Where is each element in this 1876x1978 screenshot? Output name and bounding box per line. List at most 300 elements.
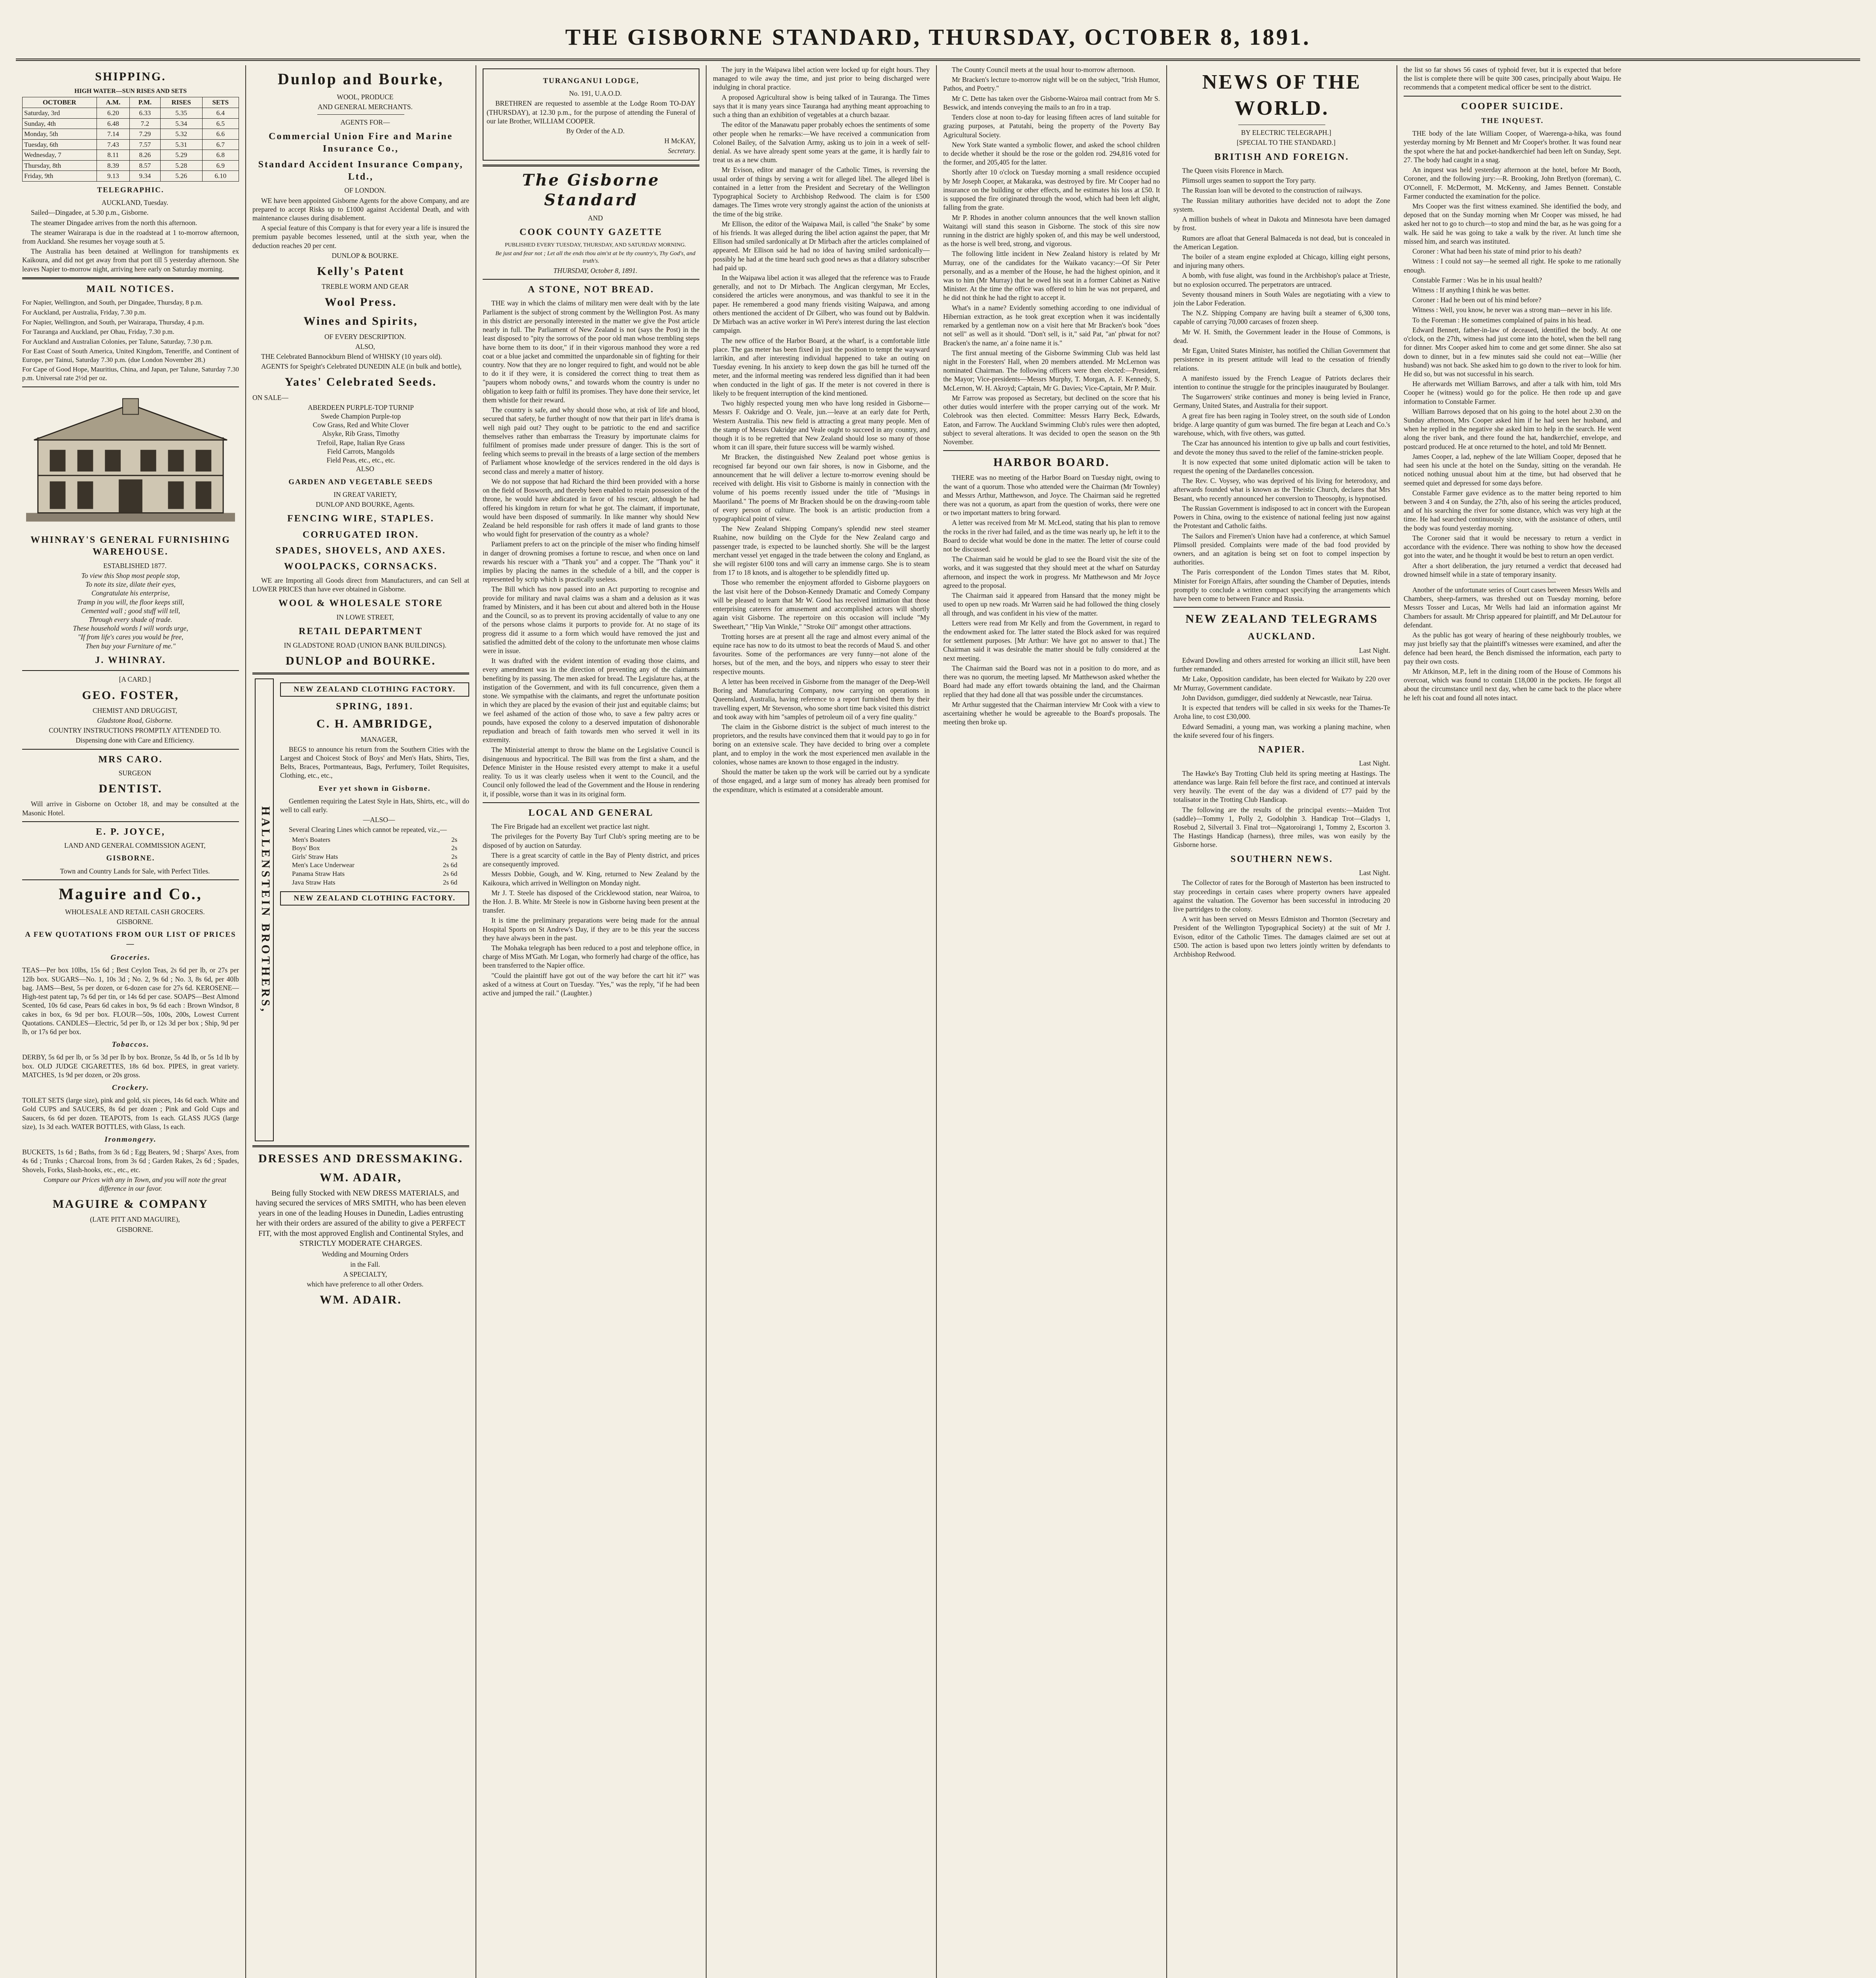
news-paragraph: Mr Atkinson, M.P., left in the dining room of the House of Commons his overcoat, which was found to contain £18,000 in the pockets. He forgot all about the circumstance until next day, when he came back to the place where he left his coat and found all notes intact. <box>1404 667 1621 702</box>
bf-paragraph: The Queen visits Florence in March. <box>1182 166 1284 174</box>
mail-notices-list <box>22 298 239 382</box>
mail-notice-item: For East Coast of South America, United Kingdom, Teneriffe, and Continent of Europe, per Tainui, Saturday 7.30 p.m. (due London November 28.) <box>22 347 239 364</box>
dunlop-heading: Dunlop and Bourke, <box>278 70 444 88</box>
importing-text: WE are Importing all Goods direct from Manufacturers, and can Sell at LOWER PRICES than have ever obtained in Gisborne. <box>252 576 469 593</box>
news-paragraph: Mr C. Dette has taken over the Gisborne-Wairoa mail contract from Mr S. Beswick, and intends conveying the mails to an fro in a trap. <box>943 94 1160 111</box>
bf-paragraph: A great fire has been raging in Tooley street, on the south side of London bridge. A large quantity of gum was burned. The fire began at Leach and Co.'s warehouse, which, with five others, was gutted. <box>1173 411 1390 438</box>
manager-label: MANAGER, <box>360 735 398 743</box>
tide-cell: 6.5 <box>202 118 239 129</box>
news-paragraph: Mr Evison, editor and manager of the Catholic Times, is reversing the usual order of things by serving a writ for alleged libel. The alleged libel is contained in a letter from the President and Secretary of the Wellington Typographical Society to Archbishop Redwood. The claim is for £500 damages. The Times wrote very strongly against the action of the unionists at the time of the big strike. <box>713 166 930 218</box>
maguire-compare: Compare our Prices with any in Town, and you will note the great difference in our favor. <box>43 1175 227 1192</box>
tide-row <box>23 118 239 129</box>
masthead <box>16 15 1860 61</box>
lodge-number: No. 191, U.A.O.D. <box>569 89 622 98</box>
tele-dateline: AUCKLAND, Tuesday. <box>101 199 169 207</box>
news-paragraph: Shortly after 10 o'clock on Tuesday morning a small residence occupied by Mr Joseph Cooper, at Makaraka, was destroyed by fire. Mr Cooper had no insurance on the building or other effects, and he estimates his loss at £50. It is supposed the fire originated through the wood, which had been left alight, falling from the grate. <box>943 168 1160 212</box>
harbor-paragraph: The Chairman said the Board was not in a position to do more, and as there was no quorum, the meeting lapsed. Mr Matthewson asked whether the Board had made any effort towards obtaining the land, and the Chairman replied that they had done all that was possible under the circumstances. <box>943 664 1160 699</box>
wedding-orders: Wedding and Mourning Orders <box>322 1250 409 1258</box>
mail-notice-item: For Tauranga and Auckland, per Ohau, Friday, 7.30 p.m. <box>22 328 174 336</box>
maguire-heading: Maguire and Co., <box>59 885 203 903</box>
spades-shovels: SPADES, SHOVELS, AND AXES. <box>275 546 446 556</box>
joyce-town: GISBORNE. <box>106 854 155 863</box>
whinray-heading: WHINRAY'S GENERAL FURNISHING WAREHOUSE. <box>30 534 231 557</box>
local-paragraph: There is a great scarcity of cattle in the Bay of Plenty district, and prices are consequently improved. <box>483 851 699 868</box>
lodge-text: BRETHREN are requested to assemble at the Lodge Room TO-DAY (THURSDAY), at 12.30 p.m., for the purpose of attending the Funeral of our late Brother, WILLIAM COOPER. <box>487 99 695 125</box>
mail-notices-heading: MAIL NOTICES. <box>86 284 175 294</box>
tide-column-header: OCTOBER <box>23 97 97 108</box>
inquest-paragraph: Coroner : What had been his state of mind prior to his death? <box>1412 247 1582 256</box>
tide-cell: 9.13 <box>97 171 130 182</box>
crockery-heading: Crockery. <box>112 1083 149 1092</box>
verse-line: Congratulate his enterprise, <box>91 589 170 597</box>
seed-item: ABERDEEN PURPLE-TOP TURNIP <box>307 403 414 411</box>
bf-paragraph: The Paris correspondent of the London Times states that M. Ribot, Minister for Foreign Affairs, after sounding the Chamber of Deputies, intends promptly to conclude a written compact specifying the arrangements which have been come to between France and Russia. <box>1173 568 1390 603</box>
clearing-item <box>280 878 469 887</box>
inquest-paragraph: Edward Bennett, father-in-law of deceased, identified the body. At one o'clock, on the 27th, witness had just come into the hotel, when the bell rang for dinner. Mrs Cooper asked him to come and get some dinner. She also sat down to dinner, but in a few minutes said she could not eat—Willie (her husband) was not back. She asked him to go down to the river to look for him. He did so, but was not successful in his search. <box>1404 326 1621 378</box>
news-paragraph: The New Zealand Shipping Company's splendid new steel steamer Ruahine, now building on the Clyde for the New Zealand cargo and passenger trade, is expected to be launched shortly. She will be the largest merchant vessel yet engaged in the trade between the colony and England, as she will register 6100 tons and will carry an immense cargo. She is to steam from 17 to 18 knots, and is altogether to be splendidly fitted up. <box>713 525 930 577</box>
tide-cell: 6.6 <box>202 129 239 140</box>
paper-and: AND <box>588 214 603 222</box>
lodge-signature: H McKAY, <box>664 137 695 145</box>
article-paragraph: Parliament prefers to act on the principle of the miser who finding himself in danger of drowning promises a fortune to rescue, and when once on land rewards his rescuer with a "Thank you" and a copper. The "Thank you" it implies by placing the names in the schedule of a bill, and the copper is represented by scrip which is practically useless. <box>483 540 699 584</box>
news-paragraph: Tenders close at noon to-day for leasing fifteen acres of land suitable for grazing purposes, at Patutahi, being the property of the Poverty Bay Agricultural Society. <box>943 113 1160 139</box>
harbor-board-heading: HARBOR BOARD. <box>993 456 1110 469</box>
clearing-lines: Several Clearing Lines which cannot be repeated, viz.,— <box>289 826 447 834</box>
local-paragraph: The Fire Brigade had an excellent wet practice last night. <box>491 822 650 831</box>
caro-text: Will arrive in Gisborne on October 18, and may be consulted at the Masonic Hotel. <box>22 800 239 817</box>
inquest-paragraph: Constable Farmer gave evidence as to the matter being reported to him between 3 and 4 on Sunday, the 27th, also of his seeing the articles produced, and of his searching the river for some distance, which was very high at the time. He had searched continuously since, with the assistance of others, until the body was found yesterday morning. <box>1404 489 1621 532</box>
seed-item: Alsyke, Rib Grass, Timothy <box>322 430 400 438</box>
auckland-paragraph: Edward Semadini, a young man, was working a planing machine, when the knife severed four of his fingers. <box>1173 722 1390 739</box>
bf-paragraph: Plimsoll urges seamen to support the Tory party. <box>1182 176 1316 185</box>
clearing-item-name: Panama Straw Hats <box>292 870 345 877</box>
tide-cell: Tuesday, 6th <box>23 139 97 150</box>
news-paragraph: The new office of the Harbor Board, at the wharf, is a comfortable little place. The gas meter has been fixed in just the position to tempt the wayward larrikin, and after interesting individual happened to take an outing on Tuesday evening. In his anxiety to keep down the gas bill he turned off the meter, and the informal meeting was rendered less dignified than it had been when conducted in the light of gas. If the meter is not covered in there is likely to be frequent interruption of the kind mentioned. <box>713 336 930 397</box>
lodge-heading: TURANGANUI LODGE, <box>543 77 639 85</box>
clearing-item <box>280 853 469 861</box>
whinray-established: ESTABLISHED 1877. <box>103 561 167 570</box>
news-paragraph: A proposed Agricultural show is being talked of in Tauranga. The Times says that it is many years since Tauranga had anything meant approaching to such a thing than an exhibition of vegetables at a church bazaar. <box>713 93 930 119</box>
bf-paragraph: Rumors are afloat that General Balmaceda is not dead, but is concealed in the American Legation. <box>1173 234 1390 251</box>
news-paragraph: The claim in the Gisborne district is the subject of much interest to the proprietors, and the results have convinced them that it would pay to go in for boring on an extensive scale. They have decided to bring over a complete plant, and to employ in the work the most experienced men available in the colonies, whose names are known to those engaged in the industry. <box>713 722 930 766</box>
inquest-paragraph: THE body of the late William Cooper, of Waerenga-a-hika, was found yesterday morning by Mr Bennett and Mr Cooper's brother. It was found near the spot where the hat and pocket-handkerchief had been left on Sunday, Sept. 27. The body had caught in a snag. <box>1404 129 1621 164</box>
ironmongery-text: BUCKETS, 1s 6d ; Baths, from 3s 6d ; Egg Beaters, 9d ; Sharps' Axes, from 4s 6d ; Trunks ; Charcoal Irons, from 3s 6d ; Garden Rakes, 2s 6d ; Spades, Shovels, Forks, Slash-hooks, etc., etc., etc. <box>22 1148 239 1174</box>
news-paragraph: Mr Bracken's lecture to-morrow night will be on the subject, "Irish Humor, Pathos, and Poetry." <box>943 76 1160 93</box>
foster-title: CHEMIST AND DRUGGIST, <box>93 706 177 714</box>
auckland-paragraph: It is expected that tenders will be called in six weeks for the Thames-Te Aroha line, to cost £30,000. <box>1173 704 1390 721</box>
ironmongery-heading: Ironmongery. <box>104 1135 157 1144</box>
local-paragraph: "Could the plaintiff have got out of the way before the cart hit it?" was asked of a witness at Court on Tuesday. "Yes," was the reply, "if he had been active and jumped the rail." (Laughter.) <box>483 971 699 997</box>
tide-cell: Wednesday, 7 <box>23 150 97 161</box>
mail-notice-item: For Auckland and Australian Colonies, per Talune, Saturday, 7.30 p.m. <box>22 337 213 345</box>
inquest-paragraph: Witness : I could not say—he seemed all right. He spoke to me rationally enough. <box>1404 257 1621 274</box>
tide-cell: 6.33 <box>130 108 160 118</box>
groceries-text: TEAS—Per box 10lbs, 15s 6d ; Best Ceylon Teas, 2s 6d per lb, or 27s per 12lb box. SUGARS—No. 1, 10s 3d ; No. 2, 9s 6d ; No. 3, 8s 6d, per 40lb bag. JAMS—Best, 5s per dozen, or 6-dozen case for 27s 6d. KEROSENE—High-test patent tap, 7s 6d per tin, or 14s 6d per case. SOAPS—Best Almond Scented, 10s 6d case, Pears 6d cakes in box, 9s 6d each : Brown Windsor, 8 cakes in box, 6s 9d per box. FLOUR—50s, 100s, 200s, Lowest Current Quotations. CANDLES—Electric, 5d per lb, or 12s 3d per box ; Ship, 9d per lb, or 17s 6d per box. <box>22 966 239 1036</box>
tide-cell: 7.14 <box>97 129 130 140</box>
also-label: —ALSO— <box>363 816 395 824</box>
commercial-union: Commercial Union Fire and Marine Insurance Co., <box>269 131 453 154</box>
lowe-street: IN LOWE STREET, <box>336 613 394 621</box>
woolpacks: WOOLPACKS, CORNSACKS. <box>284 561 438 572</box>
harbor-paragraph: The Chairman said it appeared from Hansard that the money might be used to open up new roads. Mr Warren said he had followed the thing closely all through, and was confident in his view of the matter. <box>943 591 1160 617</box>
bf-paragraph: The Czar has announced his intention to give up balls and court festivities, and devote the money thus saved to the relief of the famine-stricken people. <box>1173 439 1390 456</box>
paper-subtitle: COOK COUNTY GAZETTE <box>519 227 663 238</box>
adair-text: Being fully Stocked with NEW DRESS MATERIALS, and having secured the services of MRS SMITH, who has been eleven years in one of the leading Houses in Dunedin, Ladies entrusting her with their orders are assured of the ability to give a PERFECT FIT, with the most approved English and Continental Styles, and STRICTLY MODERATE CHARGES. <box>256 1189 466 1248</box>
tide-cell: 9.34 <box>130 171 160 182</box>
auckland-paragraph: John Davidson, gumdigger, died suddenly at Newcastle, near Tairua. <box>1182 693 1372 702</box>
tide-cell: 8.26 <box>130 150 160 161</box>
southern-date: Last Night. <box>1359 869 1390 877</box>
gentlemen-text: Gentlemen requiring the Latest Style in Hats, Shirts, etc., will do well to call early. <box>280 797 469 814</box>
news-paragraph: Trotting horses are at present all the rage and almost every animal of the equine race has now to do its utmost to beat the records of Maud S. and other favourites. Some of the performances are very funny—not alone of the horses, but of the men, and the boys, and nippers who essay to steer their respective mounts. <box>713 632 930 676</box>
maguire-footer: MAGUIRE & COMPANY <box>53 1197 208 1211</box>
treble-worm: TREBLE WORM AND GEAR <box>322 282 409 291</box>
tide-table-title: HIGH WATER—SUN RISES AND SETS <box>74 88 187 95</box>
clearing-item-price: 2s <box>451 853 457 860</box>
caro-dentist: DENTIST. <box>99 782 163 796</box>
news-paragraph: New York State wanted a symbolic flower, and asked the school children to decide whether it should be the rose or the golden rod. 294,816 voted for the former, and 205,405 for the latter. <box>943 140 1160 167</box>
tele-paragraph: Sailed—Dingadee, at 5.30 p.m., Gisborne. <box>31 208 149 217</box>
dunlop-signature: DUNLOP & BOURKE. <box>332 251 399 260</box>
in-the-fall: in the Fall. <box>350 1260 380 1268</box>
wool-store: WOOL & WHOLESALE STORE <box>278 598 443 609</box>
spring-1891: SPRING, 1891. <box>336 701 413 712</box>
adair-footer: WM. ADAIR. <box>320 1293 402 1307</box>
auckland-date: Last Night. <box>1359 646 1390 654</box>
tide-cell: 6.20 <box>97 108 130 118</box>
clearing-item <box>280 836 469 844</box>
maguire-footer-late: (LATE PITT AND MAGUIRE), <box>90 1215 180 1224</box>
paper-title: The Gisborne Standard <box>522 171 660 210</box>
auckland-heading: AUCKLAND. <box>1248 631 1316 642</box>
lodge-secretary: Secretary. <box>668 147 695 155</box>
foster-address: Gladstone Road, Gisborne. <box>97 716 173 724</box>
nz-telegrams-heading: NEW ZEALAND TELEGRAMS <box>1185 612 1378 626</box>
column-3 <box>476 65 707 1978</box>
bf-paragraph: The Russian Government is indisposed to act in concert with the European Powers in China, owing to the existence of national feeling just now against the Protestant and Catholic faiths. <box>1173 504 1390 530</box>
tide-cell: 8.11 <box>97 150 130 161</box>
kelly-patent: Kelly's Patent <box>317 265 405 278</box>
napier-heading: NAPIER. <box>1258 745 1306 755</box>
seed-item: Swede Champion Purple-top <box>320 412 401 420</box>
wool-press: Wool Press. <box>324 296 397 309</box>
wines-spirits: Wines and Spirits, <box>303 315 418 328</box>
article-paragraph: THE way in which the claims of military men were dealt with by the late Parliament is the subject of strong comment by the Wellington Post. As many in this district are personally interested in the matter we give the Post article nearly in full. The Parliament of New Zealand is not (says the Post) in the least disposed to "pity the sorrows of the poor old man whose trembling steps have borne them to its door," if in their vigorous manhood they wore a red coat or a blue jacket and committed the unpardonable sin of fighting for their country. Now that they are no longer required to fight, and would not be able to do it if they were, it is considered the correct thing to treat them as "paupers whom nobody owns," and towards whom the country is under no obligation to keep faith or fulfil its promises. They have done their service, let them whistle for their reward. <box>483 299 699 404</box>
agency-text: WE have been appointed Gisborne Agents for the above Company, and are prepared to accept Risks up to £1000 against Accidental Death, and with maintenance clauses during disablement. <box>252 196 469 222</box>
great-variety: IN GREAT VARIETY, <box>334 490 397 498</box>
tide-cell: 5.26 <box>160 171 202 182</box>
on-sale-label: ON SALE— <box>252 393 288 402</box>
harbor-paragraph: THERE was no meeting of the Harbor Board on Tuesday night, owing to the want of a quorum. Those who attended were the Chairman (Mr Townley) and Messrs Arthur, Matthewson, and Joyce. The Chairman said he regretted there was not a quorum, as apart from the question of works, there were one or two important matters to bring forward. <box>943 474 1160 517</box>
bf-paragraph: A manifesto issued by the French League of Patriots declares their intention to continue the struggle for the principles inaugurated by Boulanger. <box>1173 374 1390 391</box>
inquest-paragraph: Constable Farmer : Was he in his usual health? <box>1412 276 1542 284</box>
news-paragraph: In the Waipawa libel action it was alleged that the reference was to Fraude generally, and not to Dr Mirbach. The Anglican clergyman, Mr Eccles, considered the articles were anonymous, and was thankful to see it in the paper. He remembered a good many friends visiting Waipawa, and among others mentioned the accident of Dr Gilbert, who was found out by Baldwin. Dr Mirbach was an active worker in Wi Pere's interest during the last election campaign. <box>713 274 930 335</box>
inquest-paragraph: Witness : If anything I think he was better. <box>1412 286 1530 294</box>
tide-cell: 5.28 <box>160 160 202 171</box>
napier-paragraph: The following are the results of the principal events:—Maiden Trot (saddle)—Tommy 1, Polly 2, Godolphin 3. Handicap Trot—Gladys 1, Rosebud 2, Silvertail 3. Final trot—Ngatoroirangi 1, Tommy 2, Escorton 3. The Hastings Handicap (harness), three miles, was won easily by the Gisborne horse. <box>1173 805 1390 849</box>
bf-paragraph: The boiler of a steam engine exploded at Chicago, killing eight persons, and injuring many others. <box>1173 252 1390 270</box>
ambridge-name: C. H. AMBRIDGE, <box>316 717 433 731</box>
corrugated-iron: CORRUGATED IRON. <box>302 529 419 540</box>
paper-publication: PUBLISHED EVERY TUESDAY, THURSDAY, AND SATURDAY MORNING. <box>504 242 686 248</box>
crockery-text: TOILET SETS (large size), pink and gold, six pieces, 14s 6d each. White and Gold CUPS and SAUCERS, 8s 6d per dozen ; Pink and Gold Cups and Saucers, 6s 6d per dozen. TEAPOTS, from 1s each. GLASS JUGS (large size), 1s 3d each. WATER BOTTLES, with Glass, 1s each. <box>22 1096 239 1131</box>
napier-date: Last Night. <box>1359 759 1390 767</box>
bf-paragraph: Mr W. H. Smith, the Government leader in the House of Commons, is dead. <box>1173 328 1390 345</box>
column-5 <box>937 65 1167 1978</box>
tide-cell: 8.57 <box>130 160 160 171</box>
bf-paragraph: The Russian military authorities have decided not to adopt the Zone system. <box>1173 196 1390 213</box>
page-columns <box>16 65 1860 1978</box>
yates-seeds: Yates' Celebrated Seeds. <box>284 375 437 389</box>
tide-table <box>22 97 239 182</box>
mail-notice-item: For Auckland, per Australia, Friday, 7.30 p.m. <box>22 308 146 316</box>
inquest-paragraph: Witness : Well, you know, he never was a strong man—never in his life. <box>1412 306 1612 314</box>
news-paragraph: Mr Ellison, the editor of the Waipawa Mail, is called "the Snake" by some of his friends. It was alleged during the libel action against the paper, that Mr Ellison had smiled sardonically at Dr Mirbach after the articles complained of appeared. Mr Ellison said he had no idea of having smiled sardonically—possibly he had at the time heard such good news as that a dilatory subscriber had paid up. <box>713 220 930 272</box>
seed-item: Trefoil, Rape, Italian Rye Grass <box>316 438 405 447</box>
tide-row <box>23 139 239 150</box>
harbor-paragraph: Mr Arthur suggested that the Chairman interview Mr Cook with a view to ascertaining whether he would be agreeable to the Board's proposals. The meeting then broke up. <box>943 700 1160 726</box>
clearing-item-price: 2s 6d <box>443 878 457 886</box>
clearing-item-price: 2s <box>451 836 457 843</box>
joyce-name: E. P. JOYCE, <box>96 826 165 837</box>
nz-clothing-factory: NEW ZEALAND CLOTHING FACTORY. <box>280 682 469 697</box>
inquest-paragraph: He afterwards met William Barrows, and after a talk with him, told Mrs Cooper he (witness) would go for the police. He then rode up and gave information to Constable Farmer. <box>1404 380 1621 405</box>
article-paragraph: We do not suppose that had Richard the third been provided with a horse on the field of Bosworth, and thereby been enabled to retain possession of the throne, he would have abdicated in favor of his rescuer, although he had offered his kingdom in return for what he got. The claimant, if importunate, would have been disposed of summarily. In like manner why should New Zealand be held responsible for rash offers it made of land grants to those who would fight for preservation of the country as a whole? <box>483 477 699 538</box>
auckland-paragraph: Mr Lake, Opposition candidate, has been elected for Waikato by 220 over Mr Murray, Government candidate. <box>1173 675 1390 692</box>
tide-cell: 6.10 <box>202 171 239 182</box>
tide-cell: 7.2 <box>130 118 160 129</box>
news-paragraph: The jury in the Waipawa libel action were locked up for eight hours. They managed to wile away the time, and just prior to being discharged were indulging in choral practice. <box>713 66 930 91</box>
groceries-heading: Groceries. <box>110 953 151 962</box>
maguire-town: GISBORNE. <box>117 917 153 926</box>
news-paragraph: Mr P. Rhodes in another column announces that the well known stallion Waitangi will stand this season in Gisborne. The stock of this sire now running in the district are highly spoken of, and this may be well understood, as the horse is well bred, strong, and vigorous. <box>943 213 1160 248</box>
southern-paragraph: A writ has been served on Messrs Edmiston and Thornton (Secretary and President of the Wellington Typographical Society) at the suit of Mr J. Evison, editor of the Catholic Times. The damages claimed are set out at £500. The action is based upon two letters jointly written by defendants to Archbishop Redwood. <box>1173 915 1390 959</box>
by-electric-telegraph: BY ELECTRIC TELEGRAPH.] <box>1241 129 1331 137</box>
local-paragraph: It is time the preliminary preparations were being made for the annual Hospital Sports on St Andrew's Day, if they are to be this year the success they have always been in the past. <box>483 916 699 942</box>
whinray-verse <box>22 571 239 650</box>
news-paragraph: Should the matter be taken up the work will be carried out by a syndicate of those engaged, and a large sum of money has already been promised for the expenditure, which is estimated at a considerable amount. <box>713 768 930 794</box>
foster-name: GEO. FOSTER, <box>82 688 179 702</box>
dunlop-footer: DUNLOP and BOURKE. <box>286 654 436 667</box>
bf-paragraph: The N.Z. Shipping Company are having built a steamer of 6,300 tons, capable of carrying 70,000 carcases of frozen sheep. <box>1173 309 1390 326</box>
specialty-label: A SPECIALTY, <box>343 1270 387 1278</box>
southern-news-heading: SOUTHERN NEWS. <box>1230 854 1333 864</box>
local-paragraph: Messrs Dobbie, Gough, and W. King, returned to New Zealand by the Kaikoura, which arrived in Wellington on Monday night. <box>483 870 699 887</box>
article-paragraph: It was drafted with the evident intention of evading those claims, and every amendment was in the direction of preventing any of the claimants benefiting by its passing. The men asked for bread. The Legislature has, at the instigation of the Government, and with its full concurrence, given them a stone. We sympathise with the claimants, and regret the unfortunate position in which they are placed by the evasion of their just and equitable claims; but we feel ashamed of the action of those who, to save a few paltry acres or pounds, have exposed the colony to a deserved imputation of dishonorable repudiation and breach of faith towards men who served it well in its extremity. <box>483 657 699 744</box>
telegraphic-heading: TELEGRAPHIC. <box>97 186 164 195</box>
clearing-item-name: Java Straw Hats <box>292 878 335 886</box>
seed-item: Field Peas, etc., etc., etc. <box>326 456 395 464</box>
ambridge-text: BEGS to announce his return from the Southern Cities with the Largest and Choicest Stock of Boys' and Men's Hats, Shirts, Ties, Belts, Braces, Portmanteaus, Bags, Perfumery, Toilet Requisites, Clothing, etc., etc., <box>280 745 469 780</box>
article-paragraph: The Bill which has now passed into an Act purporting to recognise and provide for military and naval claims was a sham and a delusion as it was framed by Ministers, and it has been cut about and altered both in the House and the Council, so as to prevent its proving accidentally of value to any one of the persons whose claims it purports to provide for. At no stage of its progress did it assume to a form which would have removed the just and satisfied the admitted debt of the colony to the unfortunate men whose claims were in issue. <box>483 585 699 655</box>
news-paragraph: What's in a name? Evidently something according to one individual of Hibernian extraction, as he took great exception when it was incidentally remarked by a gentleman now on a visit here that Mr Bracken's book "does not sell" as well as it should. "Don't sell, is it," said Pat, "an' phwat for not? Bracken's the name, an' a foine name it is." <box>943 303 1160 347</box>
inquest-heading: THE INQUEST. <box>1481 117 1544 125</box>
clearing-item-name: Boys' Box <box>292 844 320 852</box>
tide-cell: 5.34 <box>160 118 202 129</box>
fencing-wire: FENCING WIRE, STAPLES. <box>287 513 434 524</box>
masthead-text: THE GISBORNE STANDARD, THURSDAY, OCTOBER 8, 1891. <box>565 24 1311 50</box>
inquest-paragraph: To the Foreman : He sometimes complained of pains in his head. <box>1412 316 1592 324</box>
news-paragraph: Two highly respected young men who have long resided in Gisborne—Messrs F. Oakridge and O. Veale, jun.—leave at an early date for Perth, Western Australia. This new field is attracting a great many people. Men of the stamp of Messrs Oakridge and Veale ought to succeed in any country, and though it is to be regretted that New Zealand should lose so many of those whom it can ill spare, their future success will be warmly wished. <box>713 399 930 451</box>
napier-paragraph: The Hawke's Bay Trotting Club held its spring meeting at Hastings. The attendance was large. Rain fell before the first race, and continued at intervals very heavily. The event of the day was a dividend of £77 paid by the totalisator in the Trotting Club Handicap. <box>1173 769 1390 804</box>
seeds-list <box>252 403 469 465</box>
tele-paragraph: The steamer Dingadee arrives from the north this afternoon. <box>31 218 197 227</box>
tide-cell: 7.43 <box>97 139 130 150</box>
inquest-paragraph: An inquest was held yesterday afternoon at the hotel, before Mr Booth, Coroner, and the following jury:—R. Brooking, John Bretlyon (foreman), C. O'Connell, F. McDermott, M. McKenny, and James Bennett. Constable Farmer conducted the examination for the police. <box>1404 166 1621 200</box>
tide-cell: 5.32 <box>160 129 202 140</box>
tobaccos-heading: Tobaccos. <box>112 1040 150 1049</box>
foster-line: COUNTRY INSTRUCTIONS PROMPTLY ATTENDED TO. <box>49 726 221 735</box>
tide-column-header: A.M. <box>97 97 130 108</box>
clearing-item-price: 2s 6d <box>443 861 457 869</box>
adair-name: WM. ADAIR, <box>320 1171 402 1184</box>
caro-name: MRS CARO. <box>98 754 163 765</box>
special-feature-text: A special feature of this Company is that for every year a life is insured the premium payable becomes lessened, until at the sixth year, when the deduction reaches 20 per cent. <box>252 224 469 250</box>
seed-item: Field Carrots, Mangolds <box>327 447 395 455</box>
bf-paragraph: The Russian loan will be devoted to the construction of railways. <box>1182 186 1362 195</box>
every-description: OF EVERY DESCRIPTION. <box>324 332 406 341</box>
preference-text: which have preference to all other Orders. <box>307 1280 424 1288</box>
column-7 <box>1397 65 1628 1978</box>
dresses-heading: DRESSES AND DRESSMAKING. <box>258 1152 463 1165</box>
column-6 <box>1167 65 1397 1978</box>
tide-row <box>23 171 239 182</box>
clearing-item-name: Girls' Straw Hats <box>292 853 338 860</box>
verse-line: Then buy your Furniture of me." <box>85 642 176 650</box>
verse-line: "If from life's cares you would be free, <box>78 633 184 641</box>
bf-paragraph: It is now expected that some united diplomatic action will be taken to request the opening of the Dardanelles concession. <box>1173 458 1390 475</box>
news-paragraph: The following little incident in New Zealand history is related by Mr Murray, one of the candidates for the Waikato vacancy:—Of Sir Peter personally, and as a member of the House, he had the highest opinion, and it was to him (Mr Murray) that he owed his seat in a former Cabinet as Native Minister. At the time the office was offered to him he was not prepared, and he did not think he had the right to accept it. <box>943 250 1160 302</box>
news-of-the-world-heading: NEWS OF THE WORLD. <box>1202 71 1362 120</box>
dunlop-agents: DUNLOP AND BOURKE, Agents. <box>316 500 415 508</box>
bf-paragraph: The Sugarrowers' strike continues and money is being levied in France, Germany, United States, and Australia for their support. <box>1173 393 1390 410</box>
verse-line: These household words I will words urge, <box>73 624 188 633</box>
verse-line: To view this Shop most people stop, <box>81 571 180 580</box>
agents-label: AGENTS FOR— <box>340 118 390 127</box>
hallenstein-vertical-banner: HALLENSTEIN BROTHERS, <box>255 678 274 1141</box>
clearing-item-name: Men's Boaters <box>292 836 331 843</box>
news-paragraph: Mr Farrow was proposed as Secretary, but declined on the score that his other duties would interfere with the proper carrying out of the work. Mr Colebrook was then elected. Committee: Messrs Harry Beck, Edwards, Eaton, and Farrow. The Auckland Swimming Club's rules were then adopted, subject to several alterations. It was decided to open the season on the 9th November. <box>943 394 1160 446</box>
bf-paragraph: Mr Egan, United States Minister, has notified the Chilian Government that persistence in its present attitude will lead to the cessation of friendly relations. <box>1173 347 1390 372</box>
news-paragraph: Mr Bracken, the distinguished New Zealand poet whose genius is recognised far beyond our own fair shores, is now in Gisborne, and the announcement that he will deliver a lecture to-morrow evening should be received with delight. His visit to Gisborne is mainly in connection with the volume of his poems recently issued under the title of "Musings in Maoriland." The poems of Mr Bracken should be on the drawing-room table of every person of culture. The book is an artistic production from a typographical point of view. <box>713 453 930 523</box>
tele-paragraph: The Australia has been detained at Wellington for transhipments ex Kaikoura, and did not get away from that port till 5 yesterday afternoon. She leaves Napier to-morrow night, arriving here early on Saturday morning. <box>22 247 239 273</box>
foster-line: Dispensing done with Care and Efficiency. <box>76 736 194 745</box>
tide-cell: 8.39 <box>97 160 130 171</box>
retail-department: RETAIL DEPARTMENT <box>299 626 423 637</box>
tide-cell: 6.8 <box>202 150 239 161</box>
inquest-paragraph: Coroner : Had he been out of his mind before? <box>1412 296 1542 304</box>
verse-line: Through every shade of trade. <box>89 616 172 624</box>
news-paragraph: The editor of the Manawatu paper probably echoes the sentiments of some other people when he remarks:—We have received a communication from Colonel Bailey, of the Salvation Army, asking us to join in a week of self-denial. As we have already spent some years at the game, it is hardly fair to treat us as a new chum. <box>713 121 930 164</box>
verse-line: To note its size, dilate their eyes, <box>85 580 176 589</box>
bf-paragraph: The Rev. C. Voysey, who was deprived of his living for heterodoxy, and afterwards founded what is known as the Theistic Church, declares that Mrs Besant, who recently announced her conversion to Theosophy, is hypnotised. <box>1173 477 1390 502</box>
stone-heading: A STONE, NOT BREAD. <box>528 284 654 295</box>
dunlop-subtitle: AND GENERAL MERCHANTS. <box>318 103 413 111</box>
verse-line: Tramp in you will, the floor keeps still, <box>77 598 184 606</box>
standard-accident: Standard Accident Insurance Company, Ltd., <box>258 159 464 182</box>
inquest-paragraph: After a short deliberation, the jury returned a verdict that deceased had drowned himself while in a state of temporary insanity. <box>1404 561 1621 578</box>
mail-notice-item: For Napier, Wellington, and South, per Wairarapa, Thursday, 4 p.m. <box>22 318 205 326</box>
bf-paragraph: The Sailors and Firemen's Union have had a conference, at which Samuel Plimsoll presided. Complaints were made of the bad food provided by owners, and an agitation is being set on foot to compel inspection by authorities. <box>1173 532 1390 566</box>
local-paragraph: The Mohaka telegraph has been reduced to a post and telephone office, in charge of Miss M'Gath. Mr Logan, who formerly had charge of the office, has been transferred to the Napier office. <box>483 944 699 970</box>
column-4 <box>707 65 937 1978</box>
tide-row <box>23 108 239 118</box>
seed-item: Cow Grass, Red and White Clover <box>313 421 409 429</box>
maguire-quotations: A FEW QUOTATIONS FROM OUR LIST OF PRICES— <box>25 930 236 949</box>
column-2 <box>246 65 476 1978</box>
southern-paragraph: The Collector of rates for the Borough of Masterton has been instructed to stay proceedings in certain cases where property owners have appealed against the valuation. The Governor has been successful in introducing 20 live partridges to the colony. <box>1173 879 1390 913</box>
ever-yet-shown: Ever yet shown in Gisborne. <box>318 784 431 793</box>
tide-row <box>23 150 239 161</box>
also-label: ALSO <box>356 465 374 473</box>
mail-notice-item: For Cape of Good Hope, Mauritius, China, and Japan, per Talune, Saturday 7.30 p.m. Universal rate 2½d per oz. <box>22 366 239 382</box>
column-1 <box>16 65 246 1978</box>
clearing-item-price: 2s <box>451 844 457 852</box>
inquest-paragraph: Mrs Cooper was the first witness examined. She identified the body, and deposed that on the Sunday morning when Mr Cooper was missed, he had asked her not to go to church—to stop and mind the bar, as he was going for a walk. He said he was going to take a walk by the river. At lunch time she missed him, and search was instituted. <box>1404 202 1621 245</box>
harbor-paragraph: A letter was received from Mr M. McLeod, stating that his plan to remove the rocks in the river had failed, and as the time was nearly up, he left it to the Board to decide what would be done in the matter. The letter of course could not be discussed. <box>943 519 1160 553</box>
inquest-paragraph: James Cooper, a lad, nephew of the late William Cooper, deposed that he had seen his uncle at the hotel on the Sunday, sitting on the verandah. He noticed nothing unusual about him at the time, but had observed that he seemed quiet and depressed for some days before. <box>1404 452 1621 487</box>
tide-cell: Friday, 9th <box>23 171 97 182</box>
warehouse-illustration <box>22 394 239 525</box>
dunlop-subtitle: WOOL, PRODUCE <box>337 93 394 101</box>
tide-column-header: SETS <box>202 97 239 108</box>
tide-cell: Sunday, 4th <box>23 118 97 129</box>
clearing-item-name: Men's Lace Underwear <box>292 861 354 869</box>
lodge-order: By Order of the A.D. <box>566 127 625 135</box>
of-london: OF LONDON. <box>344 186 386 195</box>
tide-cell: 6.4 <box>202 108 239 118</box>
tele-paragraph: The steamer Wairarapa is due in the roadstead at 1 to-morrow afternoon, from Auckland. She resumes her voyage south at 5. <box>22 228 239 246</box>
clearing-item <box>280 844 469 853</box>
tide-cell: 5.29 <box>160 150 202 161</box>
clearing-items-list <box>280 836 469 887</box>
inquest-paragraph: The Coroner said that it would be necessary to return a verdict in accordance with the evidence. There was nothing to show how the deceased got into the water, and he thought it would be best to return an open verdict. <box>1404 534 1621 560</box>
inquest-paragraph: William Barrows deposed that on his going to the hotel about 2.30 on the Sunday afternoon, Mrs Cooper asked him if he had seen her husband, and when he replied in the negative she asked him to help in the search. He went along the river bank, and there found the hat, handkerchief, envelope, and postcard produced. He at once returned to the hotel, and told Mr Bennett. <box>1404 407 1621 451</box>
whisky-text: THE Celebrated Bannockburn Blend of WHISKY (10 years old). <box>261 352 442 361</box>
tide-row <box>23 160 239 171</box>
tide-cell: 6.48 <box>97 118 130 129</box>
tide-cell: Saturday, 3rd <box>23 108 97 118</box>
tide-row <box>23 129 239 140</box>
typhoid-paragraph: the list so far shows 56 cases of typhoid fever, but it is expected that before the list is complete there will be quite 300 cases, principally about Waipu. He recommends that a competent medical officer be sent to the district. <box>1404 66 1621 91</box>
tobaccos-text: DERBY, 5s 6d per lb, or 5s 3d per lb by box. Bronze, 5s 4d lb, or 5s 1d lb by box. OLD JUDGE CIGARETTES, 18s 6d box. PIPES, in great variety. MATCHES, 1s 9d per dozen, or 20s gross. <box>22 1053 239 1079</box>
maguire-footer-town: GISBORNE. <box>117 1225 153 1233</box>
local-paragraph: Mr J. T. Steele has disposed of the Cricklewood station, near Wairoa, to the Hon. J. B. White. Mr Steele is now in Gisborne having been present at the transfer. <box>483 889 699 915</box>
garden-seeds: GARDEN AND VEGETABLE SEEDS <box>288 477 433 486</box>
news-paragraph: Those who remember the enjoyment afforded to Gisborne playgoers on the last visit here of the Dobson-Kennedy Dramatic and Comedy Company will be pleased to learn that Mr W. Good has received intimation that those enterprising caterers for amusement and accomplished actors will shortly again visit Gisborne. The repertoire on this occasion will include "My Sweetheart," "Hip Van Winkle," "Stroke Oil" amongst other attractions. <box>713 578 930 631</box>
paper-motto: Be just and fear not ; Let all the ends thou aim'st at be thy country's, Thy God's, and truth's. <box>495 250 695 264</box>
caro-subtitle: SURGEON <box>118 769 152 777</box>
auckland-paragraph: Edward Dowling and others arrested for working an illicit still, have been further remanded. <box>1173 656 1390 673</box>
maguire-subtitle: WHOLESALE AND RETAIL CASH GROCERS. <box>65 908 205 916</box>
news-paragraph: A letter has been received in Gisborne from the manager of the Deep-Well Boring and Manufacturing Company, now carrying on operations in Queensland, Australia, having reference to a report furnished them by their travelling expert, Mr Stevenson, who some short time back visited this district and took away with him "samples of petroleum oil of a very fine quality." <box>713 677 930 721</box>
tide-column-header: RISES <box>160 97 202 108</box>
nz-clothing-factory: NEW ZEALAND CLOTHING FACTORY. <box>280 891 469 906</box>
tide-column-header: P.M. <box>130 97 160 108</box>
tide-cell: 6.7 <box>202 139 239 150</box>
harbor-paragraph: The Chairman said he would be glad to see the Board visit the site of the works, and it was suggested that they should meet at the wharf on Saturday afternoon, and inspect the work in progress. Mr Matthewson and Mr Joyce agreed to the proposal. <box>943 555 1160 589</box>
tide-cell: 5.35 <box>160 108 202 118</box>
speight-text: AGENTS for Speight's Celebrated DUNEDIN ALE (in bulk and bottle), <box>261 362 462 371</box>
news-paragraph: Another of the unfortunate series of Court cases between Messrs Wells and Chambers, sheep-farmers, was threshed out on Tuesday morning, before Messrs Tosser and Lucas, Mr Wells had laid an information against Mr Chambers for assault. Mr Chrisp appeared for plaintiff, and Mr DeLautour for defendant. <box>1404 585 1621 629</box>
whinray-name: J. WHINRAY. <box>95 655 166 665</box>
paper-date: THURSDAY, October 8, 1891. <box>553 266 638 275</box>
tide-cell: 7.57 <box>130 139 160 150</box>
british-foreign-heading: BRITISH AND FOREIGN. <box>1214 152 1349 162</box>
shipping-heading: SHIPPING. <box>95 70 166 83</box>
bf-paragraph: Seventy thousand miners in South Wales are negotiating with a view to join the Labor Federation. <box>1173 290 1390 307</box>
tide-cell: 5.31 <box>160 139 202 150</box>
